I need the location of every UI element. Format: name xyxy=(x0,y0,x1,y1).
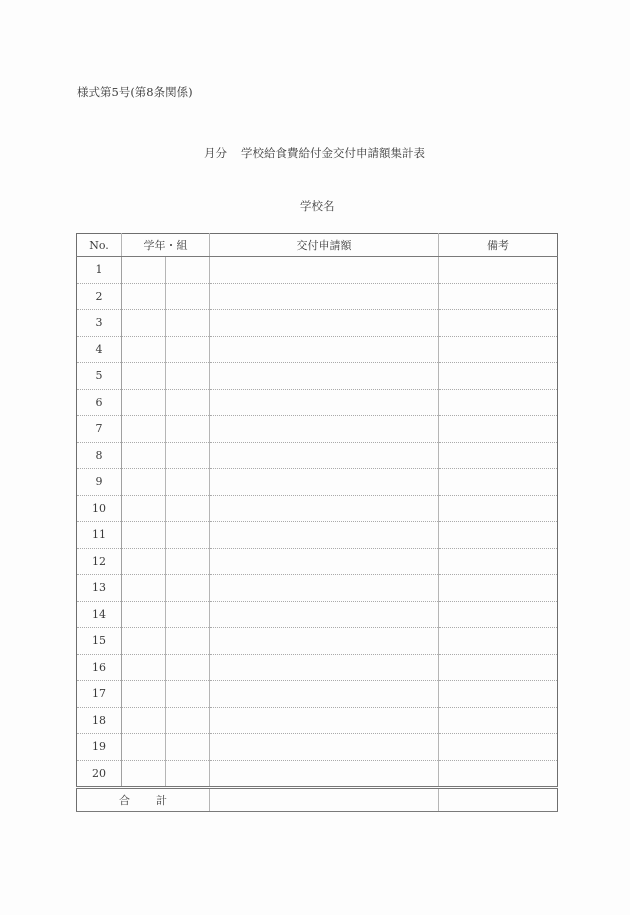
table-row xyxy=(77,681,558,708)
title-main: 学校給食費給付金交付申請額集計表 xyxy=(241,146,425,160)
amount-cell[interactable] xyxy=(210,389,439,416)
remarks-cell[interactable] xyxy=(439,310,558,337)
remarks-cell[interactable] xyxy=(439,601,558,628)
remarks-cell[interactable] xyxy=(439,257,558,284)
remarks-cell[interactable] xyxy=(439,654,558,681)
row-number: 9 xyxy=(77,469,122,496)
remarks-cell[interactable] xyxy=(439,495,558,522)
grade-cell[interactable] xyxy=(122,601,166,628)
document-title xyxy=(204,145,425,161)
class-cell[interactable] xyxy=(166,628,210,655)
grade-cell[interactable] xyxy=(122,522,166,549)
class-cell[interactable] xyxy=(166,257,210,284)
class-cell[interactable] xyxy=(166,495,210,522)
row-number: 12 xyxy=(77,548,122,575)
amount-cell[interactable] xyxy=(210,442,439,469)
grade-cell[interactable] xyxy=(122,389,166,416)
class-cell[interactable] xyxy=(166,681,210,708)
header-remarks: 備考 xyxy=(439,234,558,257)
row-number: 3 xyxy=(77,310,122,337)
row-number: 18 xyxy=(77,707,122,734)
row-number: 1 xyxy=(77,257,122,284)
class-cell[interactable] xyxy=(166,575,210,602)
table-row xyxy=(77,336,558,363)
total-amount-cell[interactable] xyxy=(210,788,439,812)
table-row xyxy=(77,363,558,390)
row-number: 17 xyxy=(77,681,122,708)
class-cell[interactable] xyxy=(166,363,210,390)
total-label xyxy=(77,788,210,812)
class-cell[interactable] xyxy=(166,760,210,788)
row-number: 8 xyxy=(77,442,122,469)
table-row xyxy=(77,654,558,681)
class-cell[interactable] xyxy=(166,601,210,628)
amount-cell[interactable] xyxy=(210,336,439,363)
grade-cell[interactable] xyxy=(122,283,166,310)
row-number: 14 xyxy=(77,601,122,628)
month-label: 月分 xyxy=(204,146,227,160)
row-number: 20 xyxy=(77,760,122,788)
amount-cell[interactable] xyxy=(210,707,439,734)
table-row xyxy=(77,548,558,575)
grade-cell[interactable] xyxy=(122,416,166,443)
remarks-cell[interactable] xyxy=(439,469,558,496)
header-no: No. xyxy=(77,234,122,257)
application-summary-table xyxy=(76,233,558,812)
table-row xyxy=(77,469,558,496)
grade-cell[interactable] xyxy=(122,575,166,602)
school-name-label: 学校名 xyxy=(300,199,335,213)
remarks-cell[interactable] xyxy=(439,734,558,761)
table-row xyxy=(77,416,558,443)
remarks-cell[interactable] xyxy=(439,363,558,390)
row-number: 5 xyxy=(77,363,122,390)
table-row xyxy=(77,760,558,788)
class-cell[interactable] xyxy=(166,336,210,363)
amount-cell[interactable] xyxy=(210,416,439,443)
remarks-cell[interactable] xyxy=(439,389,558,416)
amount-cell[interactable] xyxy=(210,601,439,628)
total-remarks-cell[interactable] xyxy=(439,788,558,812)
row-number: 16 xyxy=(77,654,122,681)
class-cell[interactable] xyxy=(166,283,210,310)
row-number: 13 xyxy=(77,575,122,602)
class-cell[interactable] xyxy=(166,548,210,575)
remarks-cell[interactable] xyxy=(439,707,558,734)
class-cell[interactable] xyxy=(166,654,210,681)
row-number: 11 xyxy=(77,522,122,549)
grade-cell[interactable] xyxy=(122,257,166,284)
row-number: 4 xyxy=(77,336,122,363)
remarks-cell[interactable] xyxy=(439,760,558,788)
table-row xyxy=(77,575,558,602)
remarks-cell[interactable] xyxy=(439,681,558,708)
remarks-cell[interactable] xyxy=(439,283,558,310)
class-cell[interactable] xyxy=(166,707,210,734)
remarks-cell[interactable] xyxy=(439,336,558,363)
class-cell[interactable] xyxy=(166,522,210,549)
grade-cell[interactable] xyxy=(122,442,166,469)
table-row xyxy=(77,310,558,337)
row-number: 2 xyxy=(77,283,122,310)
grade-cell[interactable] xyxy=(122,495,166,522)
table-row xyxy=(77,495,558,522)
table-row xyxy=(77,442,558,469)
row-number: 10 xyxy=(77,495,122,522)
amount-cell[interactable] xyxy=(210,628,439,655)
table-row xyxy=(77,522,558,549)
amount-cell[interactable] xyxy=(210,257,439,284)
grade-cell[interactable] xyxy=(122,654,166,681)
class-cell[interactable] xyxy=(166,442,210,469)
amount-cell[interactable] xyxy=(210,310,439,337)
amount-cell[interactable] xyxy=(210,681,439,708)
grade-cell[interactable] xyxy=(122,310,166,337)
header-grade-class: 学年・組 xyxy=(122,234,210,257)
grade-cell[interactable] xyxy=(122,336,166,363)
remarks-cell[interactable] xyxy=(439,575,558,602)
row-number: 19 xyxy=(77,734,122,761)
table-header-row xyxy=(77,234,558,257)
remarks-cell[interactable] xyxy=(439,416,558,443)
table-row xyxy=(77,283,558,310)
total-label-char-2: 計 xyxy=(156,794,167,807)
form-number: 様式第5号(第8条関係) xyxy=(77,85,193,99)
class-cell[interactable] xyxy=(166,310,210,337)
table-row xyxy=(77,628,558,655)
amount-cell[interactable] xyxy=(210,363,439,390)
amount-cell[interactable] xyxy=(210,734,439,761)
remarks-cell[interactable] xyxy=(439,522,558,549)
class-cell[interactable] xyxy=(166,734,210,761)
table-row xyxy=(77,601,558,628)
header-amount: 交付申請額 xyxy=(210,234,439,257)
remarks-cell[interactable] xyxy=(439,628,558,655)
grade-cell[interactable] xyxy=(122,363,166,390)
row-number: 15 xyxy=(77,628,122,655)
grade-cell[interactable] xyxy=(122,681,166,708)
table-row xyxy=(77,734,558,761)
class-cell[interactable] xyxy=(166,416,210,443)
amount-cell[interactable] xyxy=(210,654,439,681)
amount-cell[interactable] xyxy=(210,760,439,788)
total-label-char-1: 合 xyxy=(119,794,130,807)
amount-cell[interactable] xyxy=(210,283,439,310)
grade-cell[interactable] xyxy=(122,760,166,788)
grade-cell[interactable] xyxy=(122,628,166,655)
row-number: 6 xyxy=(77,389,122,416)
grade-cell[interactable] xyxy=(122,469,166,496)
grade-cell[interactable] xyxy=(122,734,166,761)
table-row xyxy=(77,707,558,734)
amount-cell[interactable] xyxy=(210,495,439,522)
table-row xyxy=(77,257,558,284)
class-cell[interactable] xyxy=(166,469,210,496)
amount-cell[interactable] xyxy=(210,469,439,496)
grade-cell[interactable] xyxy=(122,707,166,734)
remarks-cell[interactable] xyxy=(439,548,558,575)
grade-cell[interactable] xyxy=(122,548,166,575)
row-number: 7 xyxy=(77,416,122,443)
amount-cell[interactable] xyxy=(210,522,439,549)
remarks-cell[interactable] xyxy=(439,442,558,469)
amount-cell[interactable] xyxy=(210,548,439,575)
total-row xyxy=(77,788,558,812)
amount-cell[interactable] xyxy=(210,575,439,602)
table-row xyxy=(77,389,558,416)
class-cell[interactable] xyxy=(166,389,210,416)
